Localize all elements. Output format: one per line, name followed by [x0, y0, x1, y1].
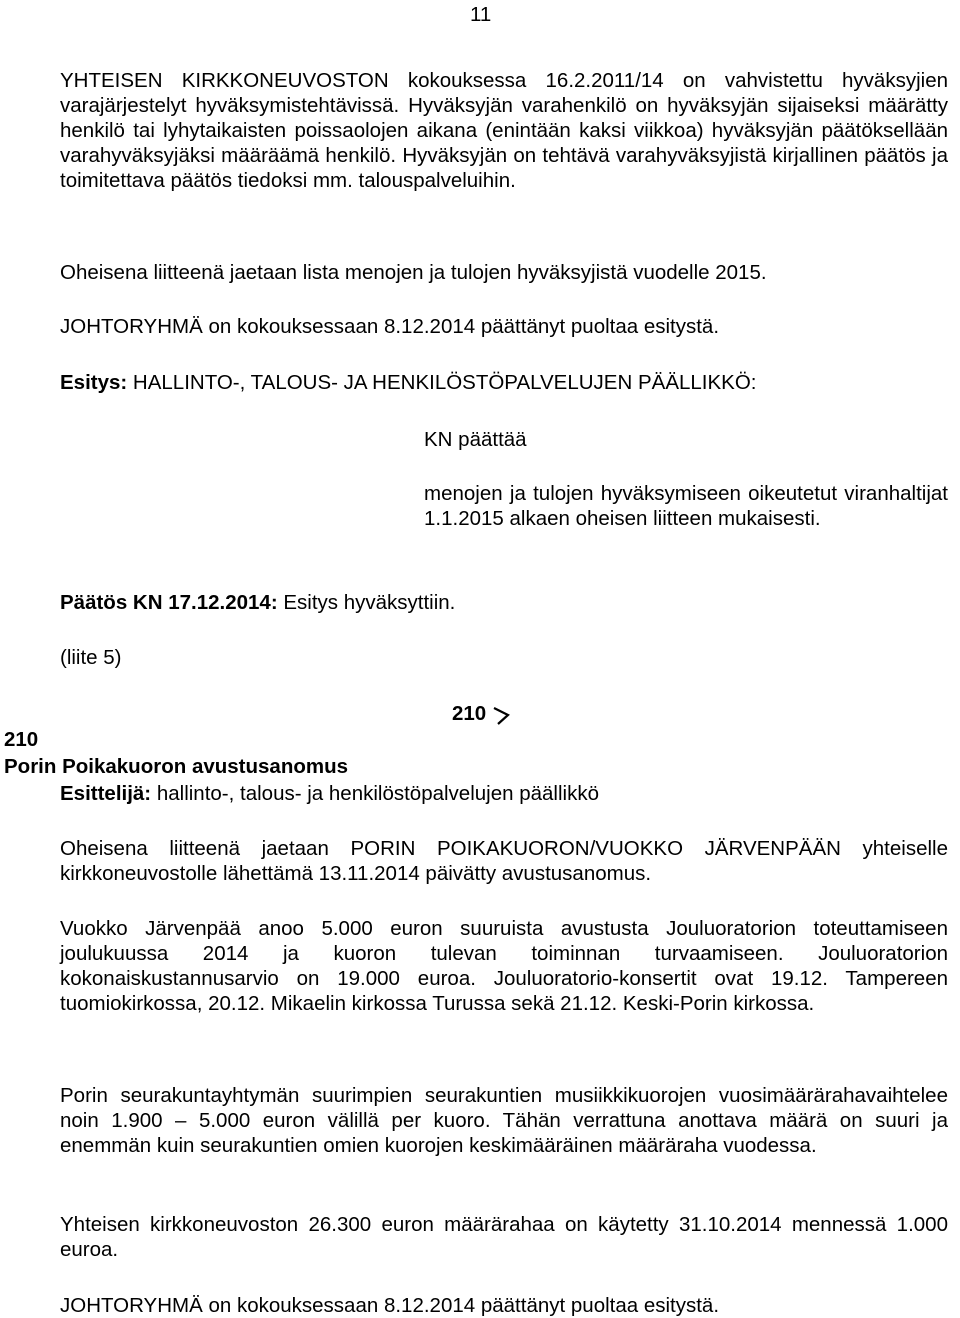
section-paragraph-1: Oheisena liitteenä jaetaan PORIN POIKAKUORON/VUOKKO JÄRVENPÄÄN yhteiselle kirkkoneuvostolle lähettämä 13.11.2014 päivätty avustusanomus. [60, 837, 948, 885]
presenter-line [60, 781, 948, 806]
page-number: 11 [470, 3, 492, 26]
appendix-note: (liite 5) [60, 646, 122, 669]
section-title: Porin Poikakuoron avustusanomus [4, 755, 349, 778]
decision-text: menojen ja tulojen hyväksymiseen oikeutetut viranhaltijat 1.1.2015 alkaen oheisen liitteen mukaisesti. [424, 482, 948, 530]
section-number: 210 [4, 728, 39, 751]
decision-head: KN päättää [424, 428, 527, 451]
presenter-text: hallinto-, talous- ja henkilöstöpalvelujen päällikkö [151, 782, 599, 805]
presenter-label: Esittelijä: [60, 782, 152, 805]
proposal-line [60, 370, 948, 395]
proposal-label: Esitys: [60, 371, 128, 394]
section-paragraph-4: Yhteisen kirkkoneuvoston 26.300 euron määrärahaa on käytetty 31.10.2014 mennessä 1.000 euroa. [60, 1213, 948, 1261]
section-center-number: 210 [452, 702, 487, 725]
attachment-note: Oheisena liitteenä jaetaan lista menojen ja tulojen hyväksyjistä vuodelle 2015. [60, 261, 767, 284]
section-paragraph-2: Vuokko Järvenpää anoo 5.000 euron suuruista avustusta Jouluoratorion toteuttamiseen joulukuussa 2014 ja kuoron tulevan toiminnan turvaamiseen. Jouluoratorion kokonaiskustannusarvio on 19.000 euroa. Jouluoratorio-konsertit ovat 19.12. Tampereen tuomiokirkossa, 20.12. Mikaelin kirkossa Turussa sekä 21.12. Keski-Porin kirkossa. [60, 917, 948, 1015]
result-label: Päätös KN 17.12.2014: [60, 591, 278, 614]
intro-paragraph: YHTEISEN KIRKKONEUVOSTON kokouksessa 16.2.2011/14 on vahvistettu hyväksyjien varajärjestelyt hyväksymistehtävissä. Hyväksyjän varahenkilö on hyväksyjän sijaiseksi määrätty henkilö tai lyhytaikaisten poissaolojen aikana (enintään kaksi viikkoa) hyväksyjän päätöksellään varahyväksyjäksi määräämä henkilö. Hyväksyjän on tehtävä varahyväksyjistä kirjallinen päätös ja toimitettava päätös tiedoksi mm. talouspalveluihin. [60, 69, 948, 192]
board-note: JOHTORYHMÄ on kokouksessaan 8.12.2014 päättänyt puoltaa esitystä. [60, 315, 720, 338]
proposal-text: HALLINTO-, TALOUS- JA HENKILÖSTÖPALVELUJEN PÄÄLLIKKÖ: [127, 371, 757, 394]
result-text: Esitys hyväksyttiin. [277, 591, 456, 614]
result-line [60, 590, 948, 615]
section-mark-icon [492, 704, 514, 726]
section-paragraph-3: Porin seurakuntayhtymän suurimpien seurakuntien musiikkikuorojen vuosimäärärahavaihtelee noin 1.900 – 5.000 euron välillä per kuoro. Tähän verrattuna anottava määrä on suuri ja enemmän kuin seurakuntien omien kuorojen keskimääräinen määräraha vuodessa. [60, 1084, 948, 1157]
section-paragraph-5: JOHTORYHMÄ on kokouksessaan 8.12.2014 päättänyt puoltaa esitystä. [60, 1294, 720, 1317]
